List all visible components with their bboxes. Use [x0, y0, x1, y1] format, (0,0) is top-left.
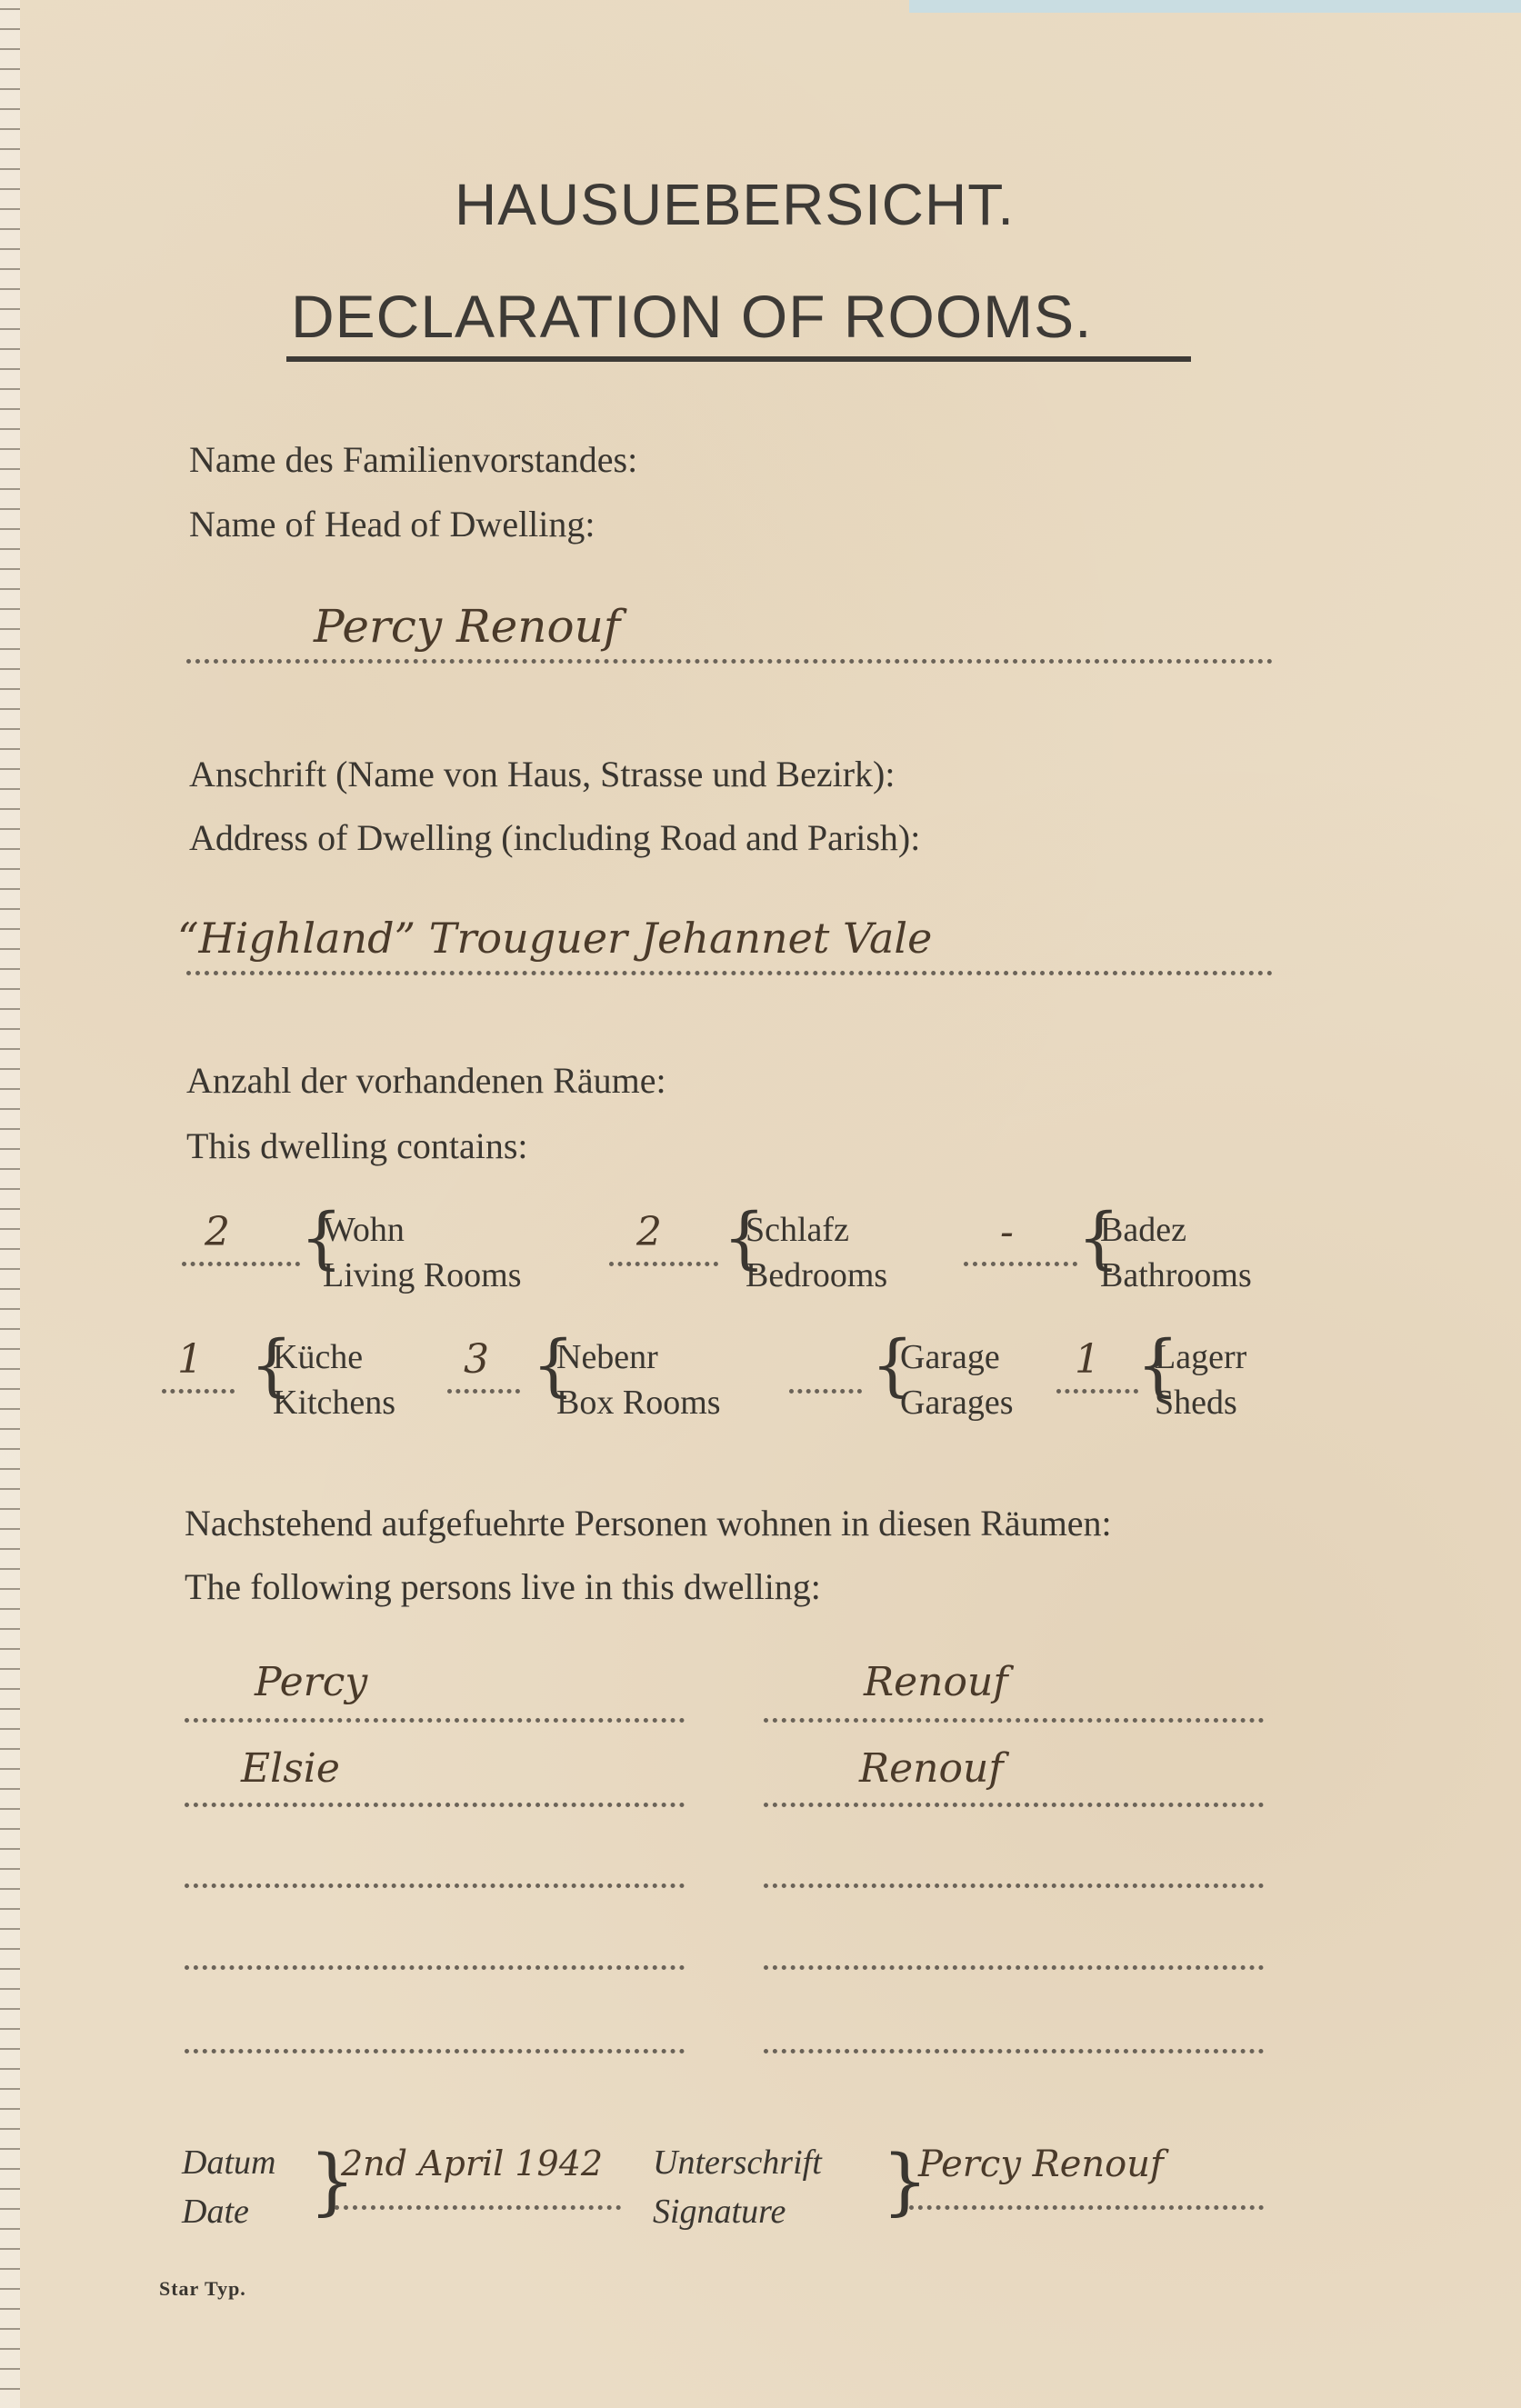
- signature-label: [653, 2138, 822, 2236]
- background-strip: [909, 0, 1521, 13]
- sheds-dotted: [1056, 1389, 1138, 1394]
- address-value[interactable]: “Highland” Trouguer Jehannet Vale: [177, 914, 933, 963]
- garages-dotted: [789, 1389, 862, 1394]
- person-4-first-dotted: [185, 1965, 685, 1970]
- box-rooms-brace: {: [532, 1326, 575, 1404]
- date-brace: }: [309, 2139, 355, 2223]
- persons-label-german: Nachstehend aufgefuehrte Personen wohnen in diesen Räumen:: [185, 1503, 1112, 1544]
- garages-brace: {: [871, 1326, 915, 1404]
- head-value[interactable]: Percy Renouf: [314, 600, 621, 653]
- bathrooms-en: Bathrooms: [1100, 1256, 1252, 1294]
- title-english: DECLARATION OF ROOMS.: [291, 283, 1093, 350]
- bathrooms-brace: {: [1077, 1199, 1121, 1277]
- person-3-last-dotted: [764, 1883, 1264, 1888]
- date-label-english: Date: [182, 2193, 249, 2231]
- kitchens-label: [273, 1334, 395, 1425]
- living-rooms-count[interactable]: 2: [205, 1209, 230, 1255]
- sheds-brace: {: [1136, 1326, 1180, 1404]
- head-label-english: Name of Head of Dwelling:: [189, 504, 595, 545]
- person-4-last-dotted: [764, 1965, 1264, 1970]
- box-rooms-label: [556, 1334, 721, 1425]
- box-rooms-dotted: [447, 1389, 520, 1394]
- sheds-label: [1155, 1334, 1246, 1425]
- kitchens-de: Küche: [273, 1338, 364, 1376]
- head-label-german: Name des Familienvorstandes:: [189, 439, 638, 480]
- title-german: HAUSUEBERSICHT.: [455, 172, 1015, 237]
- bedrooms-dotted: [609, 1262, 718, 1266]
- bedrooms-label: [745, 1207, 887, 1298]
- bathrooms-label: [1100, 1207, 1252, 1298]
- person-1-last-dotted: [764, 1718, 1264, 1723]
- perforated-edge: [0, 0, 20, 2408]
- person-5-first-dotted: [185, 2049, 685, 2053]
- signature-label-german: Unterschrift: [653, 2143, 822, 2182]
- person-1-first-dotted: [185, 1718, 685, 1723]
- kitchens-count[interactable]: 1: [177, 1336, 203, 1383]
- address-label-german: Anschrift (Name von Haus, Strasse und Bezirk):: [189, 754, 896, 794]
- kitchens-dotted: [162, 1389, 235, 1394]
- person-3-first-dotted: [185, 1883, 685, 1888]
- bathrooms-de: Badez: [1100, 1211, 1186, 1249]
- persons-label-english: The following persons live in this dwelling:: [185, 1566, 821, 1607]
- living-rooms-label: [323, 1207, 522, 1298]
- bedrooms-brace: {: [723, 1199, 766, 1277]
- date-dotted-line: [335, 2205, 621, 2210]
- rooms-label-german: Anzahl der vorhandenen Räume:: [186, 1060, 666, 1101]
- bedrooms-en: Bedrooms: [745, 1256, 888, 1294]
- kitchens-en: Kitchens: [273, 1384, 396, 1422]
- signature-value[interactable]: Percy Renouf: [918, 2143, 1164, 2185]
- sheds-de: Lagerr: [1155, 1338, 1247, 1376]
- person-5-last-dotted: [764, 2049, 1264, 2053]
- signature-dotted-line: [909, 2205, 1264, 2210]
- living-rooms-brace: {: [300, 1199, 344, 1277]
- garages-en: Garages: [900, 1384, 1014, 1422]
- signature-brace: }: [882, 2139, 928, 2223]
- box-rooms-count[interactable]: 3: [464, 1336, 489, 1383]
- garages-label: [900, 1334, 1013, 1425]
- address-dotted-line: [186, 971, 1273, 975]
- rooms-label-english: This dwelling contains:: [186, 1125, 528, 1166]
- person-2-first-dotted: [185, 1803, 685, 1807]
- living-rooms-en: Living Rooms: [323, 1256, 522, 1294]
- date-value[interactable]: 2nd April 1942: [341, 2143, 604, 2183]
- kitchens-brace: {: [250, 1326, 294, 1404]
- head-dotted-line: [186, 659, 1273, 664]
- date-label: [182, 2138, 275, 2236]
- person-2-first[interactable]: Elsie: [241, 1745, 340, 1792]
- person-2-last[interactable]: Renouf: [859, 1745, 1004, 1792]
- box-rooms-en: Box Rooms: [556, 1384, 721, 1422]
- person-2-last-dotted: [764, 1803, 1264, 1807]
- box-rooms-de: Nebenr: [556, 1338, 658, 1376]
- garages-de: Garage: [900, 1338, 1000, 1376]
- address-label-english: Address of Dwelling (including Road and Parish):: [189, 817, 921, 858]
- living-rooms-de: Wohn: [323, 1211, 405, 1249]
- person-1-first[interactable]: Percy: [255, 1659, 368, 1705]
- living-rooms-dotted: [182, 1262, 300, 1266]
- bathrooms-dotted: [964, 1262, 1077, 1266]
- printer-mark: Star Typ.: [159, 2277, 246, 2300]
- date-label-german: Datum: [182, 2143, 276, 2182]
- bedrooms-count[interactable]: 2: [636, 1209, 662, 1255]
- sheds-count[interactable]: 1: [1075, 1336, 1100, 1383]
- title-underline: [286, 356, 1191, 362]
- signature-label-english: Signature: [653, 2193, 786, 2231]
- bathrooms-count[interactable]: -: [1000, 1209, 1014, 1255]
- person-1-last[interactable]: Renouf: [864, 1659, 1008, 1705]
- sheds-en: Sheds: [1155, 1384, 1237, 1422]
- bedrooms-de: Schlafz: [745, 1211, 849, 1249]
